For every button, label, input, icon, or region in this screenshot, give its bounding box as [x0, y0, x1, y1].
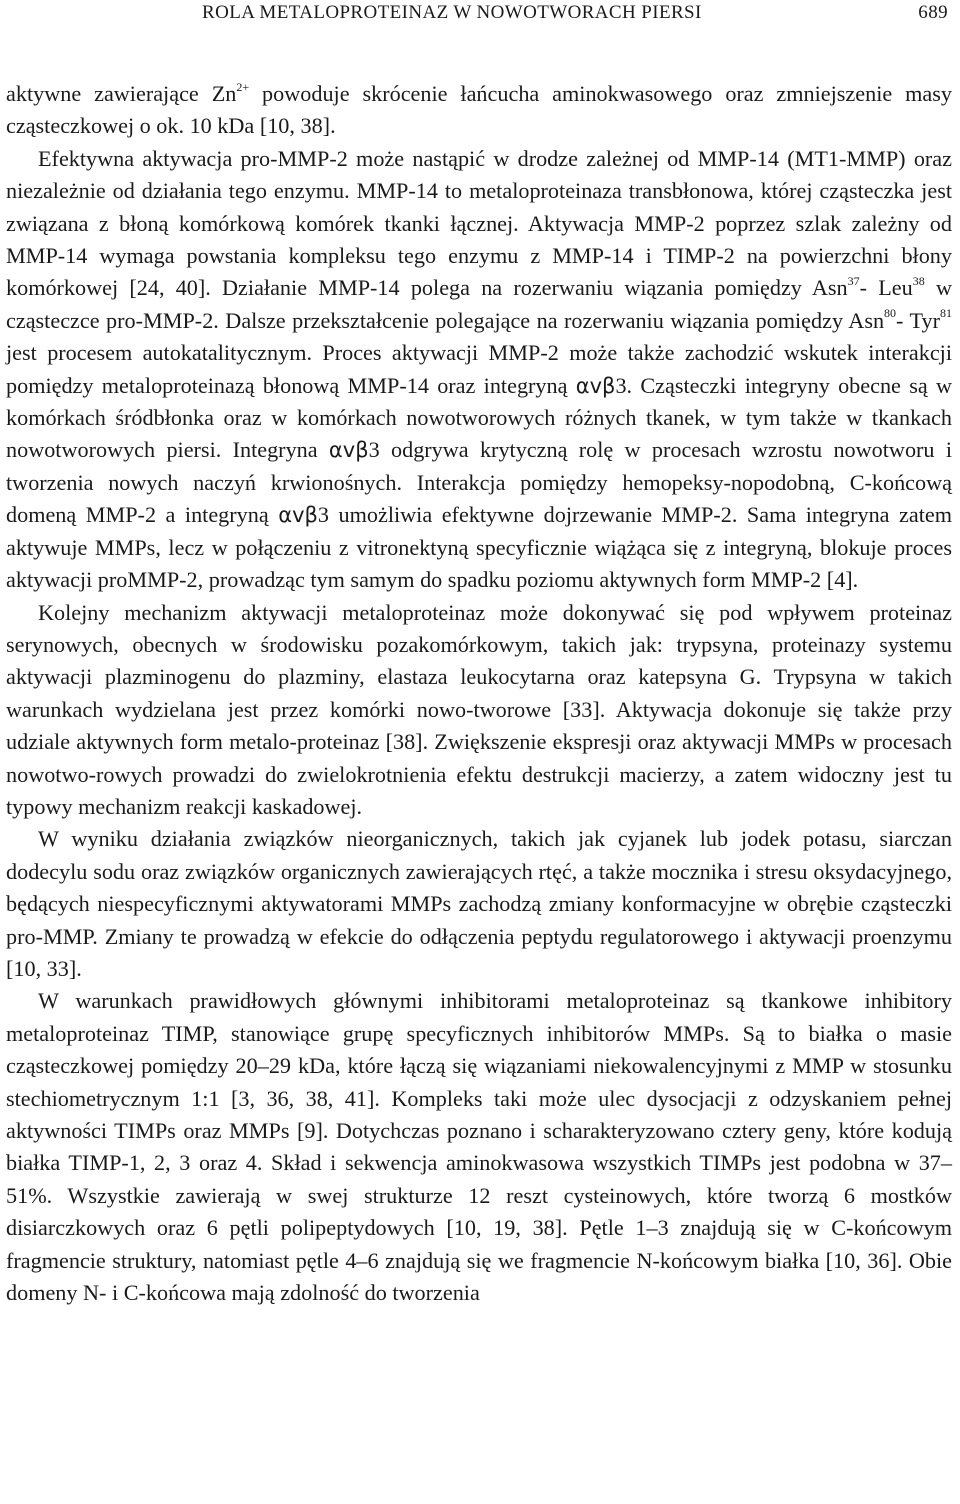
text-run: aktywne zawierające Zn	[6, 81, 237, 106]
paragraph-3: Kolejny mechanizm aktywacji metaloproteinaz może dokonywać się pod wpływem proteinaz serynowych, obecnych w środowisku pozakomórkowym, takich jak: trypsyna, proteinazy systemu aktywacji plazminogenu do plazminy, elastaza leukocytarna oraz katepsyna G. Trypsyna w takich warunkach wydzielana jest przez komórki nowo-tworowe [33]. Aktywacja dokonuje się także przy udziale aktywnych form metalo-proteinaz [38]. Zwiększenie ekspresji oraz aktywacji MMPs w procesach nowotwo-rowych prowadzi do zwielokrotnienia efektu destrukcji macierzy, a zatem widoczny jest tu typowy mechanizm reakcji kaskadowej.	[6, 599, 952, 819]
page-number: 689	[918, 2, 948, 23]
running-title: ROLA METALOPROTEINAZ W NOWOTWORACH PIERSI	[202, 2, 702, 23]
paragraph-2	[6, 143, 952, 597]
superscript: 80	[884, 306, 897, 321]
paragraph-1	[6, 78, 952, 143]
body-text	[6, 78, 952, 1309]
superscript: 38	[912, 274, 925, 289]
text-run: w cząsteczce pro-MMP-2. Dalsze przekształcenie polegające na rozerwaniu wiązania pomiędzy Asn	[6, 275, 952, 333]
text-run: 3 odgrywa krytyczną rolę w procesach wzrostu nowotworu i tworzenia nowych naczyń krwionośnych. Interakcja pomiędzy hemopeksy-nopodobną, C-końcową domeną MMP-2 a integryną	[6, 437, 952, 528]
greek-symbol: αvβ	[575, 373, 616, 398]
text-run: jest procesem autokatalitycznym. Proces aktywacji MMP-2 może także zachodzić wskutek interakcji pomiędzy metaloproteinazą błonową MMP-14 oraz integryną	[6, 340, 952, 398]
text-run: 3. Cząsteczki integryny obecne są w komórkach śródbłonka oraz w komórkach nowotworowych różnych tkanek, w tym także w tkankach nowotworowych piersi. Integryna	[6, 372, 952, 463]
superscript: 37	[847, 274, 860, 289]
text-run: - Tyr	[896, 307, 940, 333]
text-run: 3 umożliwia efektywne dojrzewanie MMP-2. Sama integryna zatem aktywuje MMPs, lecz w połączeniu z vitronektyną specyficznie wiążąca się z integryną, blokuje proces aktywacji proMMP-2, prowadząc tym samym do spadku poziomu aktywnych form MMP-2 [4].	[6, 502, 952, 593]
superscript: 2+	[236, 79, 250, 94]
greek-symbol: αvβ	[278, 503, 318, 528]
running-header	[0, 0, 960, 28]
text-run: powoduje skrócenie łańcucha aminokwasowego oraz zmniejszenie masy cząsteczkowej o ok. 10 kDa [10, 38].	[6, 81, 952, 139]
superscript: 81	[939, 306, 952, 321]
text-run: Efektywna aktywacja pro-MMP-2 może nastąpić w drodze zależnej od MMP-14 (MT1-MMP) oraz niezależnie od działania tego enzymu. MMP-14 to metaloproteinaza transbłonowa, której cząsteczka jest związana z błoną komórkową komórek tkanki łącznej. Aktywacja MMP-2 poprzez szlak zależny od MMP-14 wymaga powstania kompleksu tego enzymu z MMP-14 i TIMP-2 na powierzchni błony komórkowej [24, 40]. Działanie MMP-14 polega na rozerwaniu wiązania pomiędzy Asn	[6, 145, 952, 301]
greek-symbol: αvβ	[328, 438, 369, 463]
text-run: - Leu	[859, 275, 913, 301]
paragraph-4: W wyniku działania związków nieorganicznych, takich jak cyjanek lub jodek potasu, siarczan dodecylu sodu oraz związków organicznych zawierających rtęć, a także mocznika i stresu oksydacyjnego, będących niespecyficznymi aktywatorami MMPs zachodzą zmiany konformacyjne w obrębie cząsteczki pro-MMP. Zmiany te prowadzą w efekcie do odłączenia peptydu regulatorowego i aktywacji proenzymu [10, 33].	[6, 826, 952, 981]
paragraph-5: W warunkach prawidłowych głównymi inhibitorami metaloproteinaz są tkankowe inhibitory metaloproteinaz TIMP, stanowiące grupę specyficznych inhibitorów MMPs. Są to białka o masie cząsteczkowej pomiędzy 20–29 kDa, które łączą się wiązaniami niekowalencyjnymi z MMP w stosunku stechiometrycznym 1:1 [3, 36, 38, 41]. Kompleks taki może ulec dysocjacji z odzyskaniem pełnej aktywności TIMPs oraz MMPs [9]. Dotychczas poznano i scharakteryzowano cztery geny, które kodują białka TIMP-1, 2, 3 oraz 4. Skład i sekwencja aminokwasowa wszystkich TIMPs jest podobna w 37–51%. Wszystkie zawierają w swej strukturze 12 reszt cysteinowych, które tworzą 6 mostków disiarczkowych oraz 6 pętli polipeptydowych [10, 19, 38]. Pętle 1–3 znajdują się w C-końcowym fragmencie struktury, natomiast pętle 4–6 znajdują się we fragmencie N-końcowym białka [10, 36]. Obie domeny N- i C-końcowa mają zdolność do tworzenia	[6, 988, 952, 1306]
